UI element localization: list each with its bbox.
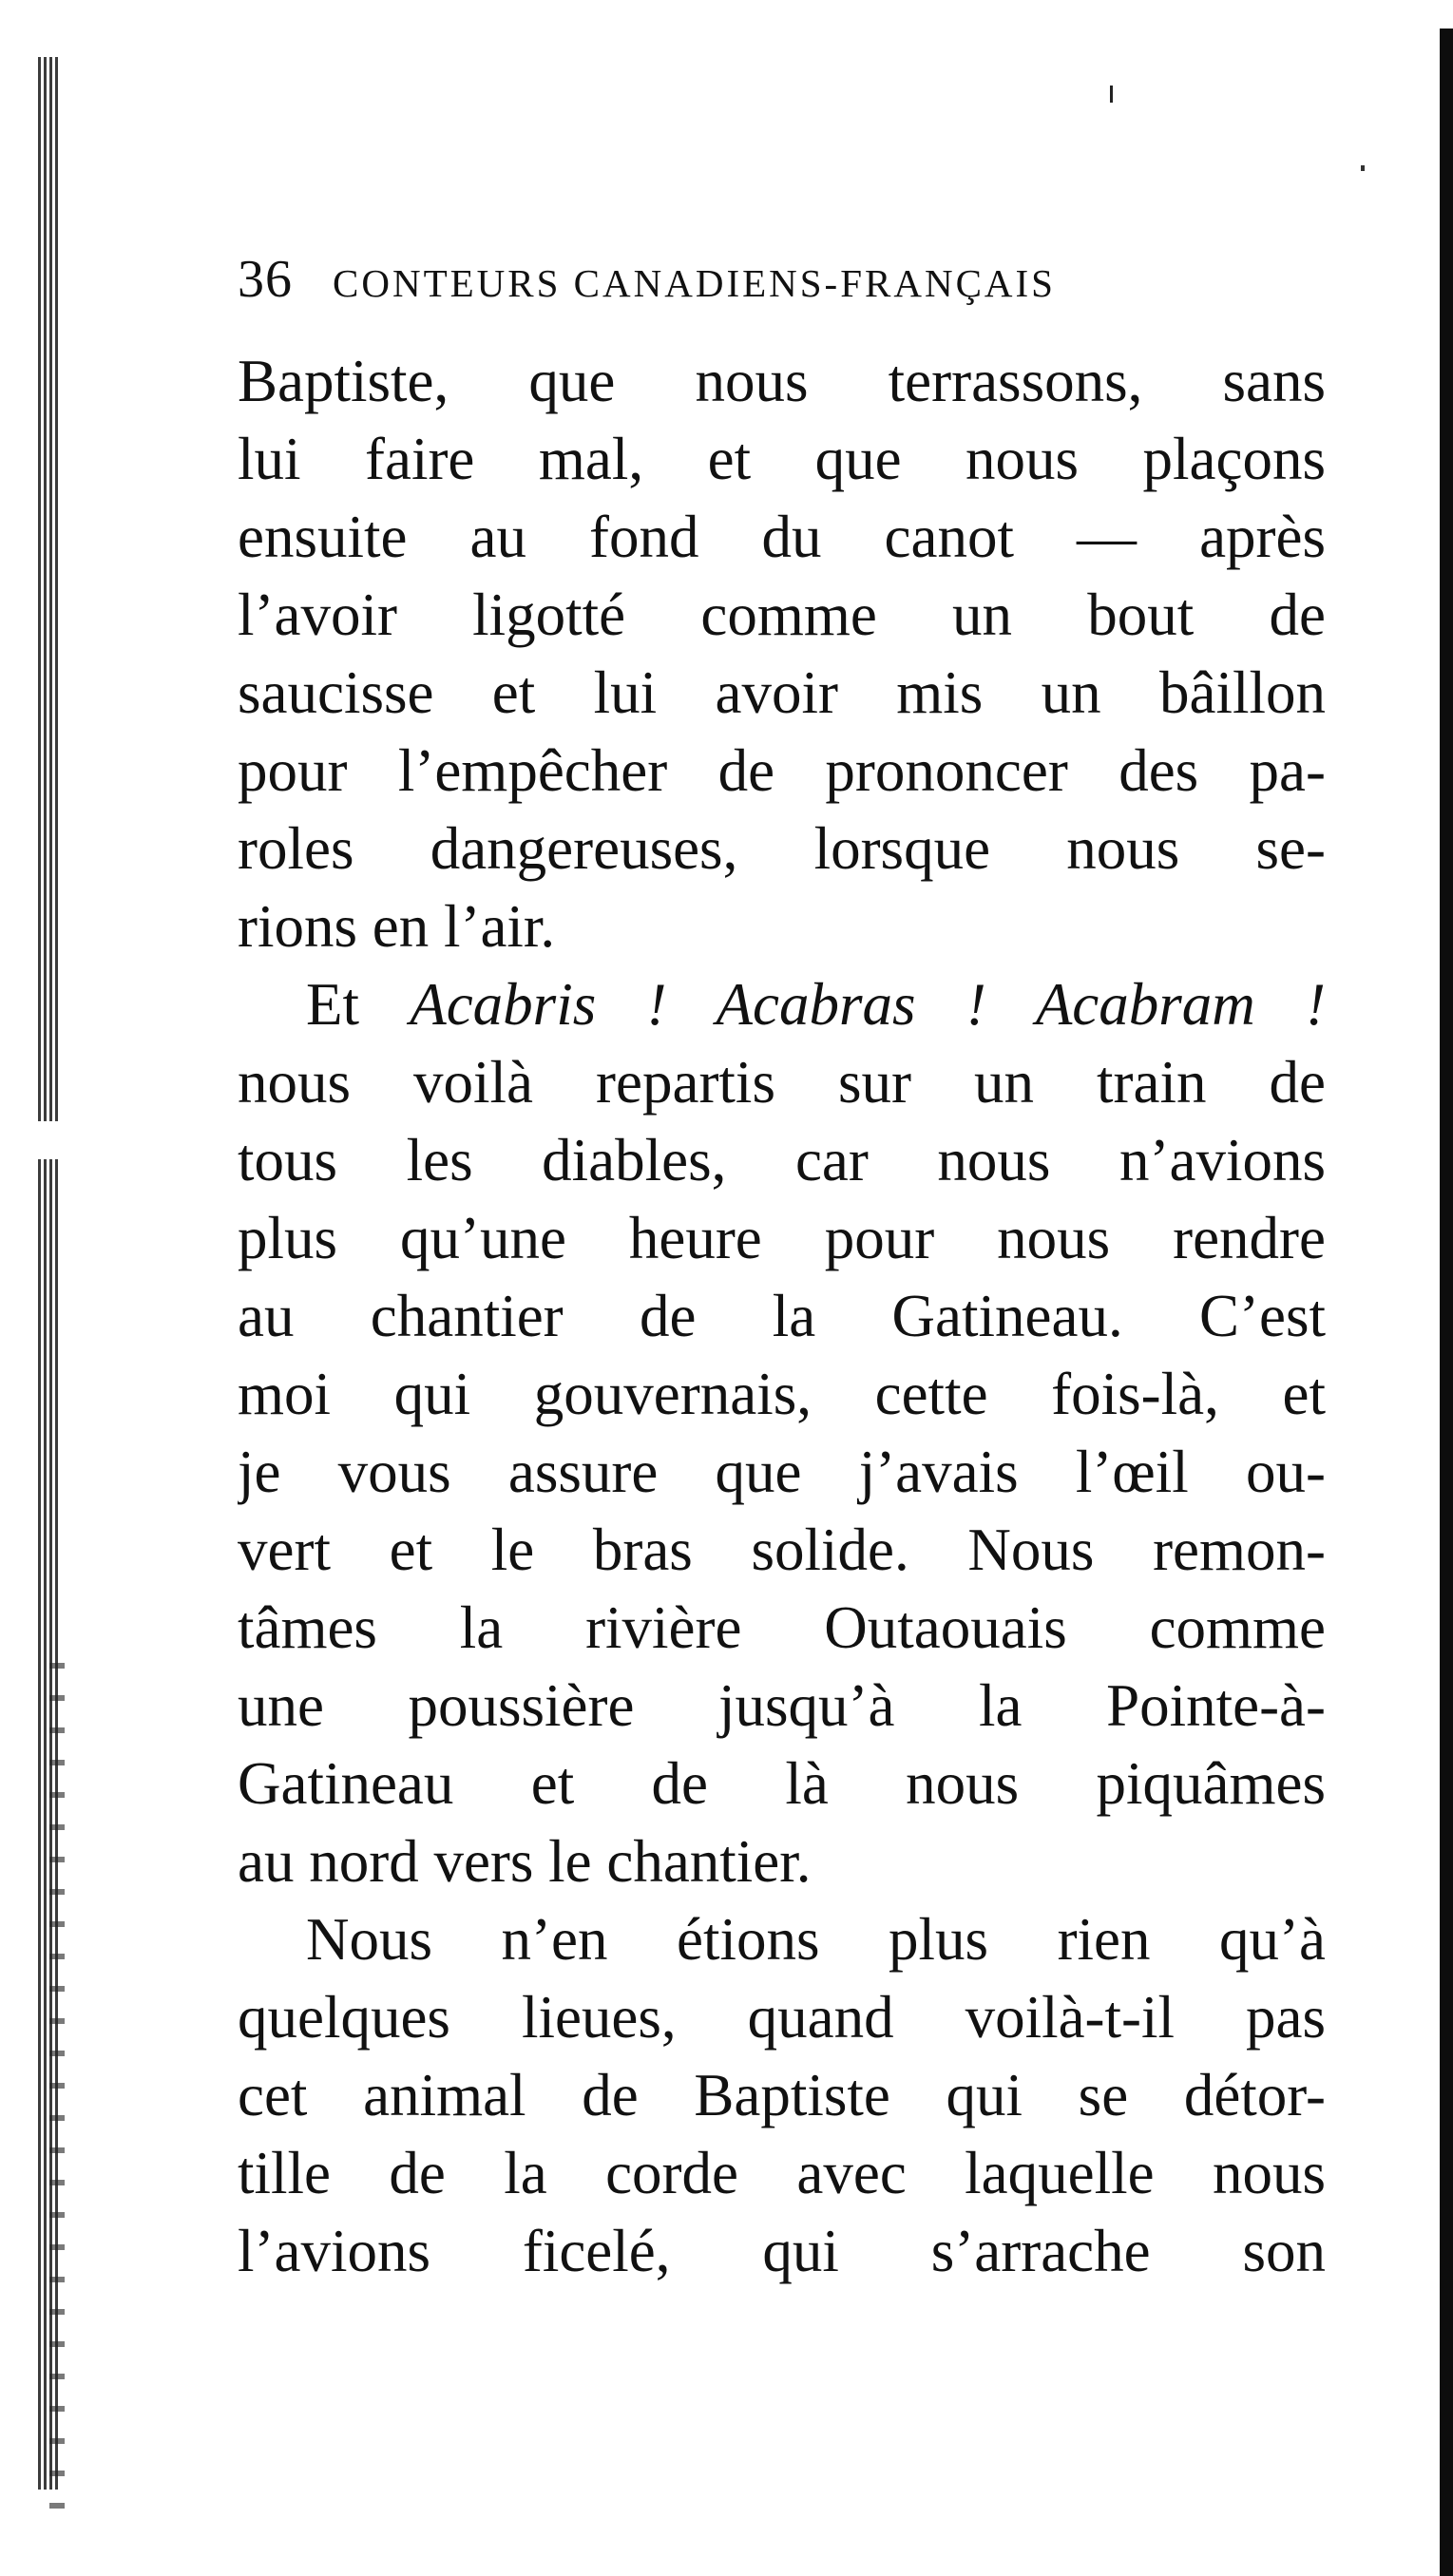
binding-gap [38,1121,59,1159]
text-prefix: Et [306,971,411,1038]
text-line: moi qui gouvernais, cette fois-là, et [238,1361,1326,1427]
text-line: une poussière jusqu’à la Pointe-à- [238,1672,1326,1739]
scan-mark [1110,86,1113,103]
text-line: au nord vers le chantier. [238,1828,812,1895]
text-line: nous voilà repartis sur un train de [238,1049,1326,1116]
text-line: plus qu’une heure pour nous rendre [238,1205,1326,1271]
text-line: quelques lieues, quand voilà-t-il pas [238,1984,1326,2051]
text-line: l’avoir ligotté comme un bout de [238,582,1326,648]
text-line: l’avions ficelé, qui s’arrache son [238,2218,1326,2284]
page-number: 36 [238,250,293,309]
italic-exclamation: Acabris ! Acabras ! Acabram ! [410,971,1326,1038]
text-line-first [238,965,1326,1043]
text-line: tâmes la rivière Outaouais comme [238,1594,1326,1661]
text-line: Nous n’en étions plus rien qu’à [306,1906,1326,1973]
page-edge-right [1440,29,1453,2576]
text-line: tous les diables, car nous n’avions [238,1127,1326,1193]
text-line: ensuite au fond du canot — après [238,504,1326,570]
running-title: CONTEURS CANADIENS-FRANÇAIS [333,261,1056,305]
text-line: lui faire mal, et que nous plaçons [238,426,1326,492]
text-line: pour l’empêcher de prononcer des pa- [238,737,1326,804]
scan-mark-dot [1361,165,1365,171]
text-line: cet animal de Baptiste qui se détor- [238,2062,1326,2128]
text-line: Gatineau et de là nous piquâmes [238,1750,1326,1817]
text-line: rions en l’air. [238,893,556,960]
body-text [238,342,1326,2290]
text-line: au chantier de la Gatineau. C’est [238,1283,1326,1349]
text-line: je vous assure que j’avais l’œil ou- [238,1439,1326,1505]
text-line: tille de la corde avec laquelle nous [238,2140,1326,2206]
text-line: saucisse et lui avoir mis un bâillon [238,659,1326,726]
binding-speckle [49,1663,65,2518]
text-line: roles dangereuses, lorsque nous se- [238,815,1326,882]
text-line: vert et le bras solide. Nous remon- [238,1517,1326,1583]
running-head [238,249,1326,315]
text-line: Baptiste, que nous terrassons, sans [238,348,1326,414]
